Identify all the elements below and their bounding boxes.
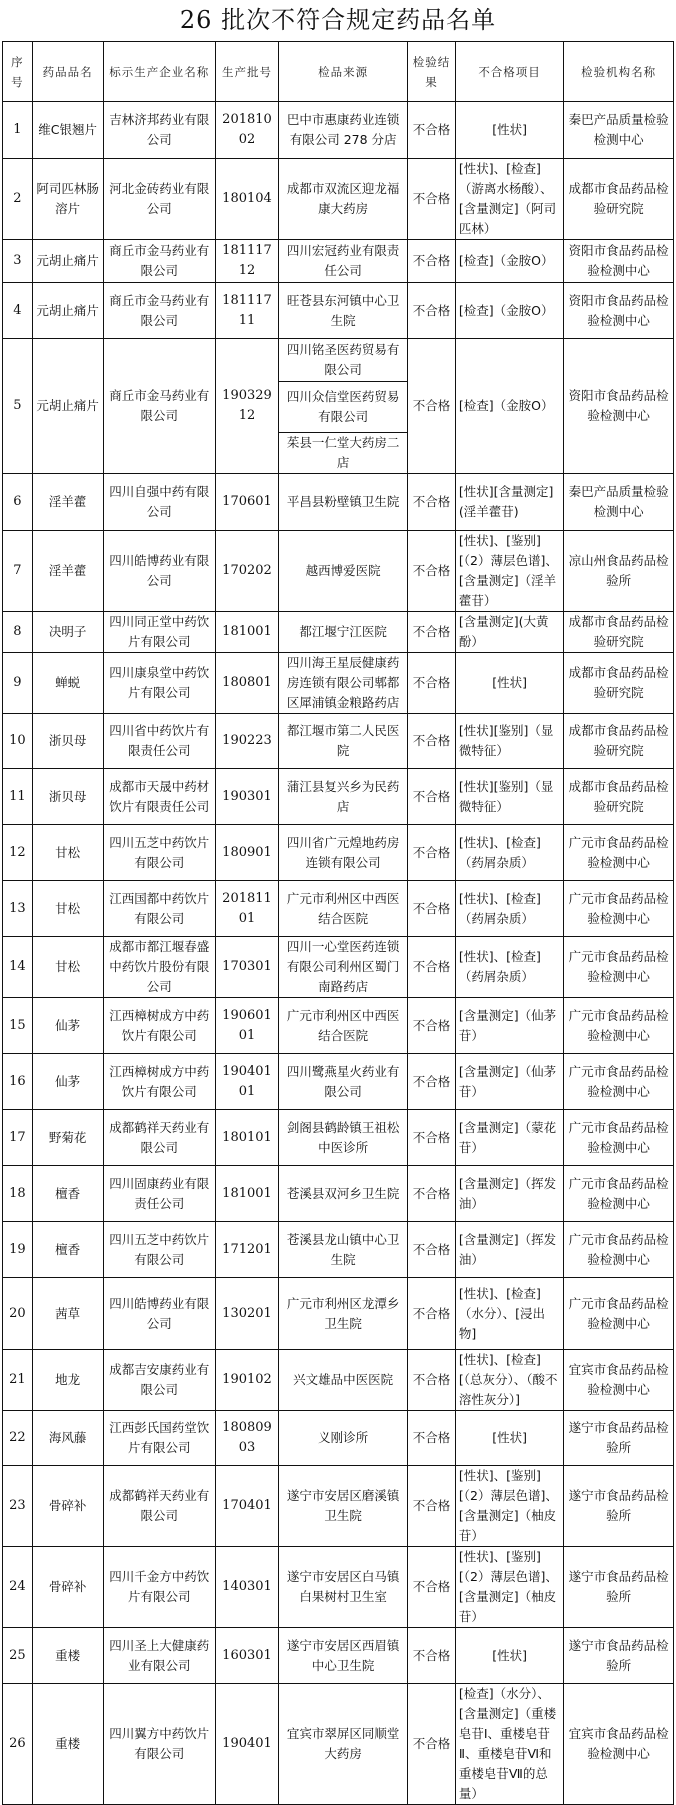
cell-source: 苍溪县龙山镇中心卫生院 xyxy=(279,1222,408,1278)
cell-items: [性状]、[检查][（总灰分）、（酸不溶性灰分）] xyxy=(455,1350,563,1411)
cell-items: [性状] xyxy=(455,653,563,714)
cell-name: 海风藤 xyxy=(32,1411,103,1466)
cell-source: 广元市利州区中西医结合医院 xyxy=(279,998,408,1054)
cell-result: 不合格 xyxy=(408,283,456,339)
cell-source: 遂宁市安居区西眉镇中心卫生院 xyxy=(279,1628,408,1684)
cell-result: 不合格 xyxy=(408,1278,456,1350)
table-row xyxy=(3,881,674,937)
cell-maker: 成都市都江堰春盛中药饮片股份有限公司 xyxy=(103,937,215,998)
cell-no: 24 xyxy=(3,1547,33,1628)
cell-batch: 18111711 xyxy=(215,283,278,339)
cell-source: 四川宏冠药业有限责任公司 xyxy=(279,240,408,283)
cell-no: 8 xyxy=(3,612,33,653)
cell-maker: 四川千金方中药饮片有限公司 xyxy=(103,1547,215,1628)
cell-items: [检查]（金胺O） xyxy=(455,283,563,339)
cell-items: [性状] xyxy=(455,1411,563,1466)
table-row xyxy=(3,1411,674,1466)
col-header-no: 序号 xyxy=(3,42,33,102)
cell-no: 5 xyxy=(3,339,33,474)
cell-source: 四川省广元煌地药房连锁有限公司 xyxy=(279,825,408,881)
cell-maker: 四川五芝中药饮片有限公司 xyxy=(103,825,215,881)
table-row xyxy=(3,1466,674,1547)
cell-batch: 181001 xyxy=(215,612,278,653)
cell-no: 26 xyxy=(3,1684,33,1805)
table-row xyxy=(3,1628,674,1684)
cell-maker: 四川康泉堂中药饮片有限公司 xyxy=(103,653,215,714)
cell-name: 浙贝母 xyxy=(32,714,103,769)
cell-batch: 171201 xyxy=(215,1222,278,1278)
cell-items: [性状]、[检查]（药屑杂质） xyxy=(455,825,563,881)
cell-maker: 江西樟树成方中药饮片有限公司 xyxy=(103,1054,215,1110)
cell-batch: 19060101 xyxy=(215,998,278,1054)
table-row xyxy=(3,339,674,382)
cell-result: 不合格 xyxy=(408,531,456,612)
cell-maker: 四川五芝中药饮片有限公司 xyxy=(103,1222,215,1278)
cell-result: 不合格 xyxy=(408,653,456,714)
cell-no: 9 xyxy=(3,653,33,714)
cell-batch: 180101 xyxy=(215,1110,278,1166)
cell-maker: 江西樟树成方中药饮片有限公司 xyxy=(103,998,215,1054)
cell-batch: 180104 xyxy=(215,159,278,240)
cell-result: 不合格 xyxy=(408,769,456,825)
table-row xyxy=(3,1684,674,1805)
cell-no: 12 xyxy=(3,825,33,881)
cell-batch: 180801 xyxy=(215,653,278,714)
table-row xyxy=(3,159,674,240)
cell-result: 不合格 xyxy=(408,1054,456,1110)
cell-lab: 成都市食品药品检验研究院 xyxy=(564,769,674,825)
table-row xyxy=(3,1278,674,1350)
cell-batch: 190401 xyxy=(215,1684,278,1805)
cell-result: 不合格 xyxy=(408,1166,456,1222)
cell-name: 阿司匹林肠溶片 xyxy=(32,159,103,240)
cell-source: 都江堰市第二人民医院 xyxy=(279,714,408,769)
cell-batch: 190102 xyxy=(215,1350,278,1411)
cell-items: [性状]、[检查]（药屑杂质） xyxy=(455,881,563,937)
cell-source: 遂宁市安居区磨溪镇卫生院 xyxy=(279,1466,408,1547)
cell-source: 蒲江县复兴乡为民药店 xyxy=(279,769,408,825)
cell-lab: 秦巴产品质量检验检测中心 xyxy=(564,474,674,531)
col-header-result: 检验结果 xyxy=(408,42,456,102)
cell-result: 不合格 xyxy=(408,474,456,531)
cell-source: 四川一心堂医药连锁有限公司利州区蜀门南路药店 xyxy=(279,937,408,998)
table-row xyxy=(3,1110,674,1166)
cell-name: 维C银翘片 xyxy=(32,102,103,159)
cell-items: [含量测定]（挥发油） xyxy=(455,1222,563,1278)
cell-batch: 18111712 xyxy=(215,240,278,283)
cell-lab: 广元市食品药品检验检测中心 xyxy=(564,1166,674,1222)
cell-source: 巴中市惠康药业连锁有限公司 278 分店 xyxy=(279,102,408,159)
cell-name: 骨碎补 xyxy=(32,1547,103,1628)
cell-name: 地龙 xyxy=(32,1350,103,1411)
cell-no: 25 xyxy=(3,1628,33,1684)
cell-result: 不合格 xyxy=(408,714,456,769)
table-row xyxy=(3,1222,674,1278)
cell-lab: 广元市食品药品检验检测中心 xyxy=(564,1222,674,1278)
cell-batch: 19032912 xyxy=(215,339,278,474)
cell-batch: 170401 xyxy=(215,1466,278,1547)
cell-batch: 19040101 xyxy=(215,1054,278,1110)
cell-name: 骨碎补 xyxy=(32,1466,103,1547)
cell-name: 元胡止痛片 xyxy=(32,339,103,474)
cell-maker: 商丘市金马药业有限公司 xyxy=(103,339,215,474)
cell-maker: 四川自强中药有限公司 xyxy=(103,474,215,531)
cell-items: [性状] xyxy=(455,102,563,159)
noncompliant-drugs-table xyxy=(2,41,674,1805)
cell-result: 不合格 xyxy=(408,998,456,1054)
cell-source: 旺苍县东河镇中心卫生院 xyxy=(279,283,408,339)
cell-name: 元胡止痛片 xyxy=(32,283,103,339)
cell-result: 不合格 xyxy=(408,1628,456,1684)
cell-source: 广元市利州区龙潭乡卫生院 xyxy=(279,1278,408,1350)
cell-no: 11 xyxy=(3,769,33,825)
cell-name: 重楼 xyxy=(32,1628,103,1684)
cell-name: 淫羊藿 xyxy=(32,531,103,612)
cell-items: [性状] xyxy=(455,1628,563,1684)
table-row xyxy=(3,825,674,881)
cell-items: [性状][含量测定](淫羊藿苷) xyxy=(455,474,563,531)
cell-no: 15 xyxy=(3,998,33,1054)
cell-lab: 资阳市食品药品检验检测中心 xyxy=(564,240,674,283)
cell-lab: 凉山州食品药品检验所 xyxy=(564,531,674,612)
cell-no: 2 xyxy=(3,159,33,240)
cell-source: 广元市利州区中西医结合医院 xyxy=(279,881,408,937)
cell-source: 成都市双流区迎龙福康大药房 xyxy=(279,159,408,240)
cell-lab: 广元市食品药品检验检测中心 xyxy=(564,1278,674,1350)
cell-lab: 宜宾市食品药品检验检测中心 xyxy=(564,1350,674,1411)
cell-no: 21 xyxy=(3,1350,33,1411)
cell-maker: 吉林济邦药业有限公司 xyxy=(103,102,215,159)
cell-lab: 资阳市食品药品检验检测中心 xyxy=(564,283,674,339)
table-body xyxy=(3,102,674,1805)
cell-result: 不合格 xyxy=(408,1466,456,1547)
cell-batch: 160301 xyxy=(215,1628,278,1684)
cell-items: [性状][鉴别]（显微特征） xyxy=(455,714,563,769)
cell-batch: 180901 xyxy=(215,825,278,881)
cell-items: [含量测定]（仙茅苷） xyxy=(455,998,563,1054)
cell-items: [检查]（水分）、[含量测定]（重楼皂苷Ⅰ、重楼皂苷Ⅱ、重楼皂苷Ⅵ和重楼皂苷Ⅶ的总量） xyxy=(455,1684,563,1805)
cell-name: 浙贝母 xyxy=(32,769,103,825)
cell-maker: 四川皓博药业有限公司 xyxy=(103,531,215,612)
cell-result: 不合格 xyxy=(408,1222,456,1278)
cell-no: 1 xyxy=(3,102,33,159)
cell-source: 茱县一仁堂大药房二店 xyxy=(279,433,408,474)
cell-no: 10 xyxy=(3,714,33,769)
cell-result: 不合格 xyxy=(408,339,456,474)
col-header-source: 检品来源 xyxy=(279,42,408,102)
cell-no: 13 xyxy=(3,881,33,937)
cell-maker: 江西彭氏国药堂饮片有限公司 xyxy=(103,1411,215,1466)
cell-batch: 20181002 xyxy=(215,102,278,159)
cell-source: 苍溪县双河乡卫生院 xyxy=(279,1166,408,1222)
cell-lab: 遂宁市食品药品检验所 xyxy=(564,1547,674,1628)
cell-items: [性状]、[鉴别][（2）薄层色谱]、[含量测定]（柚皮苷） xyxy=(455,1466,563,1547)
cell-name: 檀香 xyxy=(32,1166,103,1222)
cell-name: 仙茅 xyxy=(32,998,103,1054)
cell-name: 仙茅 xyxy=(32,1054,103,1110)
cell-no: 18 xyxy=(3,1166,33,1222)
table-row xyxy=(3,531,674,612)
cell-result: 不合格 xyxy=(408,881,456,937)
table-row xyxy=(3,474,674,531)
col-header-name: 药品品名 xyxy=(32,42,103,102)
cell-lab: 广元市食品药品检验检测中心 xyxy=(564,937,674,998)
cell-source: 四川众信堂医药贸易有限公司 xyxy=(279,382,408,433)
cell-maker: 四川固康药业有限责任公司 xyxy=(103,1166,215,1222)
cell-items: [含量测定]（仙茅苷） xyxy=(455,1054,563,1110)
cell-items: [性状]、[检查]（水分）、[浸出物] xyxy=(455,1278,563,1350)
cell-maker: 成都市天晟中药材饮片有限责任公司 xyxy=(103,769,215,825)
cell-maker: 成都吉安康药业有限公司 xyxy=(103,1350,215,1411)
cell-result: 不合格 xyxy=(408,937,456,998)
cell-no: 19 xyxy=(3,1222,33,1278)
table-row xyxy=(3,283,674,339)
col-header-items: 不合格项目 xyxy=(455,42,563,102)
cell-lab: 成都市食品药品检验研究院 xyxy=(564,612,674,653)
cell-lab: 广元市食品药品检验检测中心 xyxy=(564,881,674,937)
cell-items: [性状]、[检查]（药屑杂质） xyxy=(455,937,563,998)
cell-batch: 190301 xyxy=(215,769,278,825)
cell-result: 不合格 xyxy=(408,612,456,653)
table-row xyxy=(3,1350,674,1411)
table-row xyxy=(3,612,674,653)
cell-batch: 170202 xyxy=(215,531,278,612)
cell-lab: 广元市食品药品检验检测中心 xyxy=(564,998,674,1054)
cell-maker: 成都鹤祥天药业有限公司 xyxy=(103,1110,215,1166)
cell-batch: 130201 xyxy=(215,1278,278,1350)
table-row xyxy=(3,1166,674,1222)
cell-source: 四川鹭燕星火药业有限公司 xyxy=(279,1054,408,1110)
cell-maker: 四川皓博药业有限公司 xyxy=(103,1278,215,1350)
table-row xyxy=(3,937,674,998)
cell-name: 蝉蜕 xyxy=(32,653,103,714)
cell-lab: 成都市食品药品检验研究院 xyxy=(564,653,674,714)
cell-source: 宜宾市翠屏区同顺堂大药房 xyxy=(279,1684,408,1805)
cell-no: 20 xyxy=(3,1278,33,1350)
cell-maker: 河北金砖药业有限公司 xyxy=(103,159,215,240)
cell-batch: 140301 xyxy=(215,1547,278,1628)
cell-batch: 170301 xyxy=(215,937,278,998)
cell-maker: 商丘市金马药业有限公司 xyxy=(103,283,215,339)
page-title: 26 批次不符合规定药品名单 xyxy=(179,6,497,34)
cell-no: 22 xyxy=(3,1411,33,1466)
cell-items: [含量测定](大黄酚） xyxy=(455,612,563,653)
cell-source: 义刚诊所 xyxy=(279,1411,408,1466)
cell-items: [含量测定]（蒙花苷） xyxy=(455,1110,563,1166)
cell-name: 重楼 xyxy=(32,1684,103,1805)
cell-no: 14 xyxy=(3,937,33,998)
col-header-batch: 生产批号 xyxy=(215,42,278,102)
cell-name: 甘松 xyxy=(32,825,103,881)
cell-no: 4 xyxy=(3,283,33,339)
cell-result: 不合格 xyxy=(408,825,456,881)
cell-no: 7 xyxy=(3,531,33,612)
cell-lab: 宜宾市食品药品检验检测中心 xyxy=(564,1684,674,1805)
cell-result: 不合格 xyxy=(408,1411,456,1466)
cell-items: [性状][鉴别]（显微特征） xyxy=(455,769,563,825)
cell-result: 不合格 xyxy=(408,1110,456,1166)
cell-source: 剑阁县鹤龄镇王祖松中医诊所 xyxy=(279,1110,408,1166)
cell-maker: 四川圣上大健康药业有限公司 xyxy=(103,1628,215,1684)
cell-result: 不合格 xyxy=(408,1350,456,1411)
cell-name: 决明子 xyxy=(32,612,103,653)
cell-name: 甘松 xyxy=(32,937,103,998)
cell-no: 16 xyxy=(3,1054,33,1110)
cell-source: 兴文雄品中医医院 xyxy=(279,1350,408,1411)
cell-source: 都江堰宁江医院 xyxy=(279,612,408,653)
cell-lab: 广元市食品药品检验检测中心 xyxy=(564,825,674,881)
cell-lab: 广元市食品药品检验检测中心 xyxy=(564,1110,674,1166)
cell-maker: 江西国都中药饮片有限公司 xyxy=(103,881,215,937)
table-row xyxy=(3,714,674,769)
cell-result: 不合格 xyxy=(408,1684,456,1805)
cell-lab: 秦巴产品质量检验检测中心 xyxy=(564,102,674,159)
cell-maker: 成都鹤祥天药业有限公司 xyxy=(103,1466,215,1547)
table-row xyxy=(3,240,674,283)
cell-batch: 170601 xyxy=(215,474,278,531)
cell-name: 淫羊藿 xyxy=(32,474,103,531)
cell-result: 不合格 xyxy=(408,1547,456,1628)
cell-source: 四川海王星辰健康药房连锁有限公司郫都区犀浦镇金粮路药店 xyxy=(279,653,408,714)
table-row xyxy=(3,1547,674,1628)
cell-batch: 18080903 xyxy=(215,1411,278,1466)
cell-items: [性状]、[检查]（游离水杨酸）、[含量测定]（阿司匹林） xyxy=(455,159,563,240)
table-row xyxy=(3,769,674,825)
table-header-row xyxy=(3,42,674,102)
cell-no: 3 xyxy=(3,240,33,283)
cell-name: 元胡止痛片 xyxy=(32,240,103,283)
cell-maker: 四川翼方中药饮片有限公司 xyxy=(103,1684,215,1805)
cell-lab: 遂宁市食品药品检验所 xyxy=(564,1466,674,1547)
cell-items: [含量测定]（挥发油） xyxy=(455,1166,563,1222)
cell-lab: 广元市食品药品检验检测中心 xyxy=(564,1054,674,1110)
table-row xyxy=(3,998,674,1054)
table-row xyxy=(3,102,674,159)
cell-lab: 遂宁市食品药品检验所 xyxy=(564,1411,674,1466)
col-header-maker: 标示生产企业名称 xyxy=(103,42,215,102)
cell-maker: 四川同正堂中药饮片有限公司 xyxy=(103,612,215,653)
cell-items: [性状]、[鉴别][（2）薄层色谱]、[含量测定]（淫羊藿苷） xyxy=(455,531,563,612)
cell-batch: 20181101 xyxy=(215,881,278,937)
cell-batch: 190223 xyxy=(215,714,278,769)
table-row xyxy=(3,653,674,714)
cell-no: 17 xyxy=(3,1110,33,1166)
cell-lab: 成都市食品药品检验研究院 xyxy=(564,159,674,240)
cell-name: 甘松 xyxy=(32,881,103,937)
cell-no: 6 xyxy=(3,474,33,531)
cell-source: 平昌县粉壁镇卫生院 xyxy=(279,474,408,531)
cell-items: [检查]（金胺O） xyxy=(455,240,563,283)
cell-result: 不合格 xyxy=(408,102,456,159)
cell-result: 不合格 xyxy=(408,240,456,283)
cell-batch: 181001 xyxy=(215,1166,278,1222)
cell-lab: 资阳市食品药品检验检测中心 xyxy=(564,339,674,474)
cell-items: [检查]（金胺O） xyxy=(455,339,563,474)
cell-source: 越西博爱医院 xyxy=(279,531,408,612)
cell-name: 野菊花 xyxy=(32,1110,103,1166)
cell-lab: 遂宁市食品药品检验所 xyxy=(564,1628,674,1684)
cell-result: 不合格 xyxy=(408,159,456,240)
cell-maker: 商丘市金马药业有限公司 xyxy=(103,240,215,283)
cell-name: 檀香 xyxy=(32,1222,103,1278)
cell-items: [性状]、[鉴别][（2）薄层色谱]、[含量测定]（柚皮苷） xyxy=(455,1547,563,1628)
cell-maker: 四川省中药饮片有限责任公司 xyxy=(103,714,215,769)
table-row xyxy=(3,1054,674,1110)
cell-name: 茜草 xyxy=(32,1278,103,1350)
cell-source: 四川铭圣医药贸易有限公司 xyxy=(279,339,408,382)
cell-no: 23 xyxy=(3,1466,33,1547)
cell-source: 遂宁市安居区白马镇白果树村卫生室 xyxy=(279,1547,408,1628)
cell-lab: 成都市食品药品检验研究院 xyxy=(564,714,674,769)
col-header-lab: 检验机构名称 xyxy=(564,42,674,102)
